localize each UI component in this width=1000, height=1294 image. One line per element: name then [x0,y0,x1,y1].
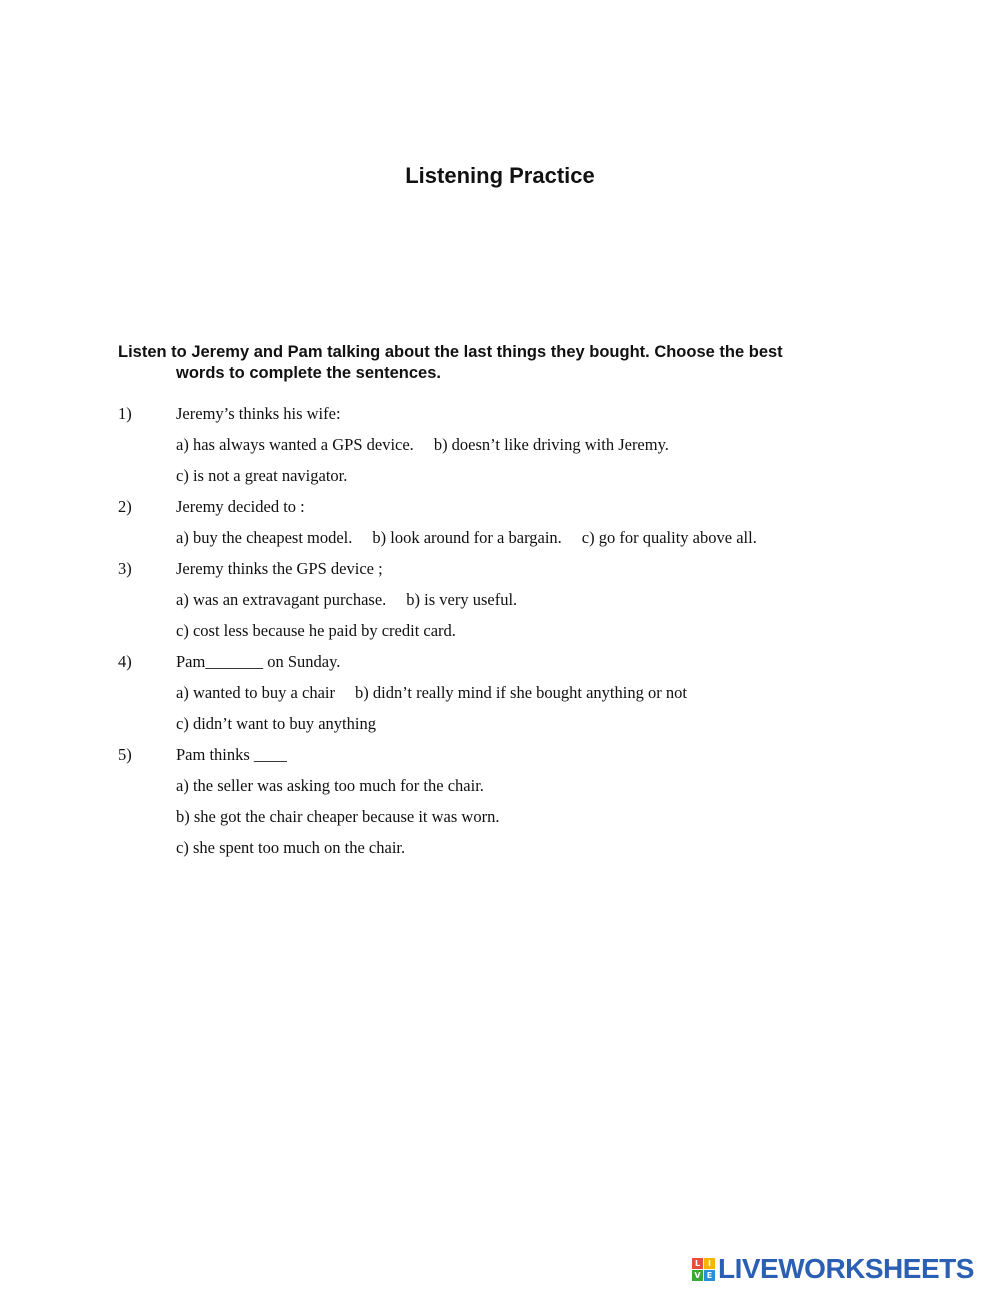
live-blocks-icon [692,1258,715,1281]
option-row [176,714,376,734]
answer-option[interactable]: a) wanted to buy a chair [176,683,335,702]
question-text: Pam thinks ____ [176,745,287,764]
option-row [176,466,347,486]
question-text: Jeremy thinks the GPS device ; [176,559,383,578]
logo-text: LIVEWORKSHEETS [718,1253,974,1284]
question-number: 1) [118,404,132,423]
answer-option[interactable]: c) is not a great navigator. [176,466,348,485]
page-title: Listening Practice [405,163,595,188]
question-number: 4) [118,652,132,671]
option-row [176,435,669,455]
liveworksheets-logo[interactable] [692,1254,974,1284]
option-row [176,590,517,610]
option-row [176,838,405,858]
answer-option[interactable]: c) go for quality above all. [581,528,757,547]
logo-block: L [692,1258,703,1269]
question-text: Jeremy’s thinks his wife: [176,404,341,423]
instructions [118,342,878,384]
answer-option[interactable]: c) cost less because he paid by credit card. [176,621,456,640]
instructions-line-1: Listen to Jeremy and Pam talking about the last things they bought. Choose the best [118,343,783,361]
question-text: Pam_______ on Sunday. [176,652,341,671]
answer-option[interactable]: a) has always wanted a GPS device. [176,435,414,454]
option-row [176,528,757,548]
logo-block: E [704,1270,715,1281]
answer-option[interactable]: b) didn’t really mind if she bought anything or not [354,683,687,702]
answer-option[interactable]: a) was an extravagant purchase. [176,590,387,609]
answer-option[interactable]: b) she got the chair cheaper because it was worn. [176,807,500,826]
answer-option[interactable]: b) is very useful. [406,590,518,609]
option-row [176,683,687,703]
logo-block: V [692,1270,703,1281]
option-row [176,807,499,827]
instructions-line-2: words to complete the sentences. [176,364,441,382]
logo-block: I [704,1258,715,1269]
answer-option[interactable]: c) didn’t want to buy anything [176,714,376,733]
answer-option[interactable]: c) she spent too much on the chair. [176,838,406,857]
answer-option[interactable]: b) doesn’t like driving with Jeremy. [433,435,669,454]
option-row [176,776,484,796]
question-number: 5) [118,745,132,764]
question-number: 3) [118,559,132,578]
answer-option[interactable]: b) look around for a bargain. [372,528,562,547]
question-text: Jeremy decided to : [176,497,305,516]
question-number: 2) [118,497,132,516]
answer-option[interactable]: a) the seller was asking too much for the chair. [176,776,484,795]
option-row [176,621,456,641]
answer-option[interactable]: a) buy the cheapest model. [176,528,353,547]
